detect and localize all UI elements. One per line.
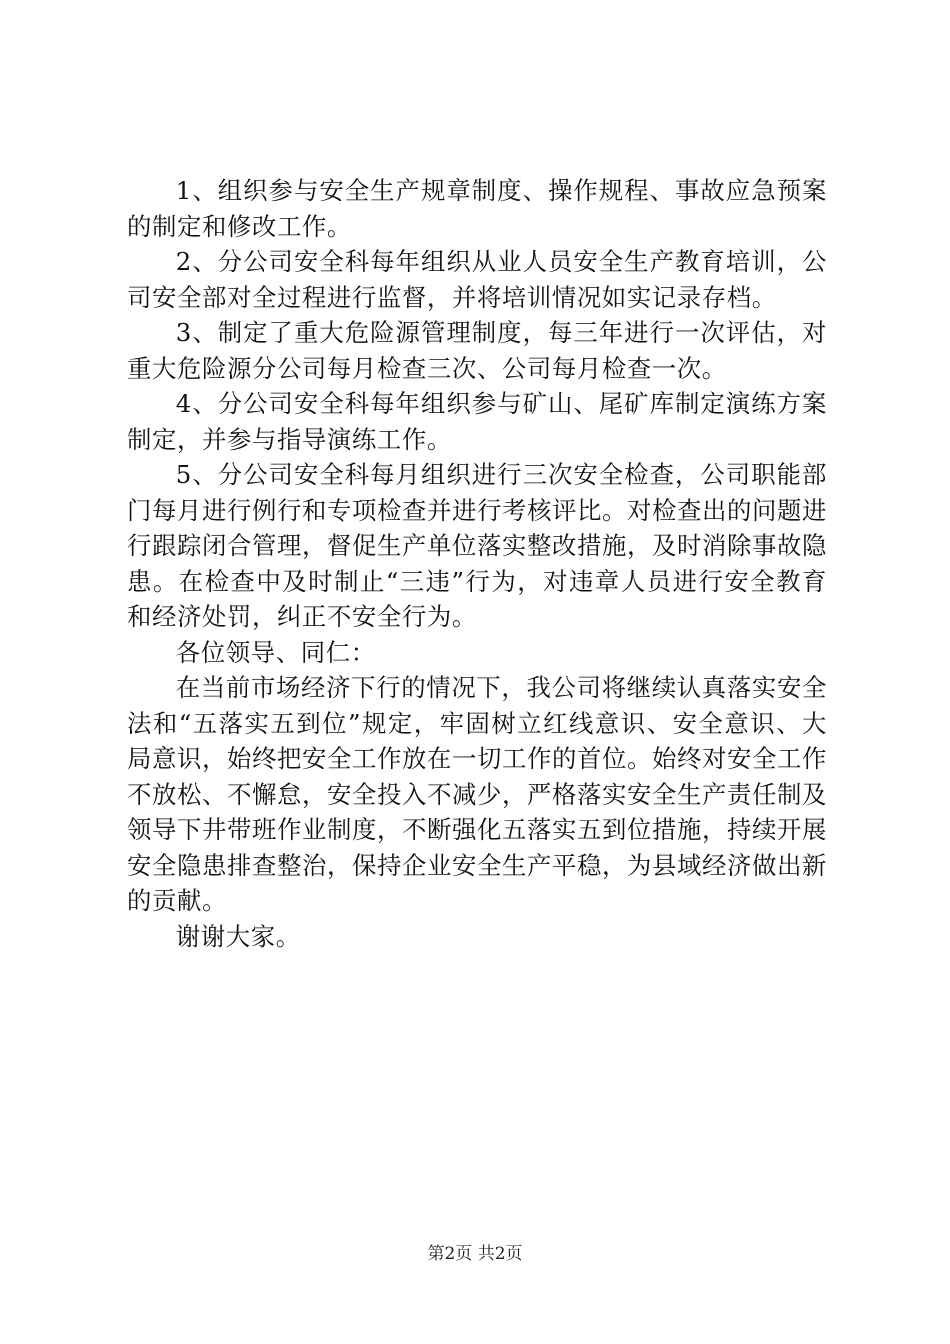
paragraph-item-4: 4、分公司安全科每年组织参与矿山、尾矿库制定演练方案制定，并参与指导演练工作。 [127,389,827,454]
paragraph-item-5: 5、分公司安全科每月组织进行三次安全检查，公司职能部门每月进行例行和专项检查并进行考核评比。对检查出的问题进行跟踪闭合管理，督促生产单位落实整改措施，及时消除事故隐患。在检查中及时制止“三违”行为，对违章人员进行安全教育和经济处罚，纠正不安全行为。 [127,460,827,631]
paragraph-item-3: 3、制定了重大危险源管理制度，每三年进行一次评估，对重大危险源分公司每月检查三次、公司每月检查一次。 [127,318,827,383]
paragraph-item-1: 1、组织参与安全生产规章制度、操作规程、事故应急预案的制定和修改工作。 [127,176,827,241]
page-number: 第2页 共2页 [427,1244,523,1264]
closing-statement: 在当前市场经济下行的情况下，我公司将继续认真落实安全法和“五落实五到位”规定，牢固树立红线意识、安全意识、大局意识，始终把安全工作放在一切工作的首位。始终对安全工作不放松、不懈怠，安全投入不减少，严格落实安全生产责任制及领导下井带班作业制度，不断强化五落实五到位措施，持续开展安全隐患排查整治，保持企业安全生产平稳，为县域经济做出新的贡献。 [127,673,827,915]
thanks-line: 谢谢大家。 [175,921,301,951]
document-body [127,173,827,954]
paragraph-item-2: 2、分公司安全科每年组织从业人员安全生产教育培训，公司安全部对全过程进行监督，并将培训情况如实记录存档。 [127,247,827,312]
salutation: 各位领导、同仁： [175,637,376,667]
